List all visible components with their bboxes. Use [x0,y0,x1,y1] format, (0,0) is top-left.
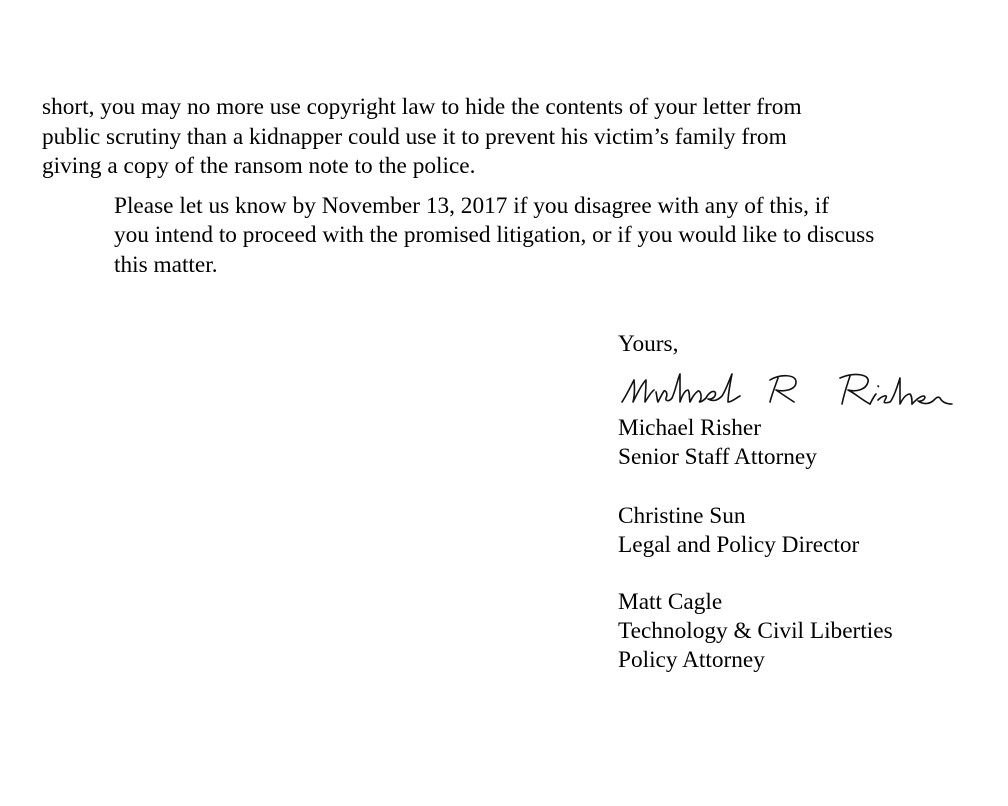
paragraph-1 [42,93,962,182]
closing-salutation: Yours, [618,331,679,357]
signatory-name: Matt Cagle [618,589,723,615]
handwritten-signature [620,368,960,416]
signature-graphic [620,368,960,416]
paragraph-2 [42,192,962,281]
signatory-block [618,502,859,560]
paragraph-line: short, you may no more use copyright law to hide the contents of your letter from [42,94,802,120]
signatory-title: Policy Attorney [618,647,765,673]
paragraph-line: public scrutiny than a kidnapper could use it to prevent his victim’s family from [42,123,787,150]
paragraph-line: you intend to proceed with the promised litigation, or if you would like to discuss [114,222,875,248]
paragraph-line: giving a copy of the ransom note to the police. [42,153,476,179]
signatory-title: Legal and Policy Director [618,532,860,558]
signatory-name: Christine Sun [618,503,746,529]
letter-body [42,93,962,280]
signatory-name: Michael Risher [618,415,761,441]
signatory-title: Technology & Civil Liberties [618,618,893,644]
signatory-block [618,414,817,472]
paragraph-line: this matter. [114,251,218,278]
paragraph-line: Please let us know by November 13, 2017 if you disagree with any of this, if [114,192,829,219]
signatory-title: Senior Staff Attorney [618,444,817,470]
signatory-block [618,588,893,675]
